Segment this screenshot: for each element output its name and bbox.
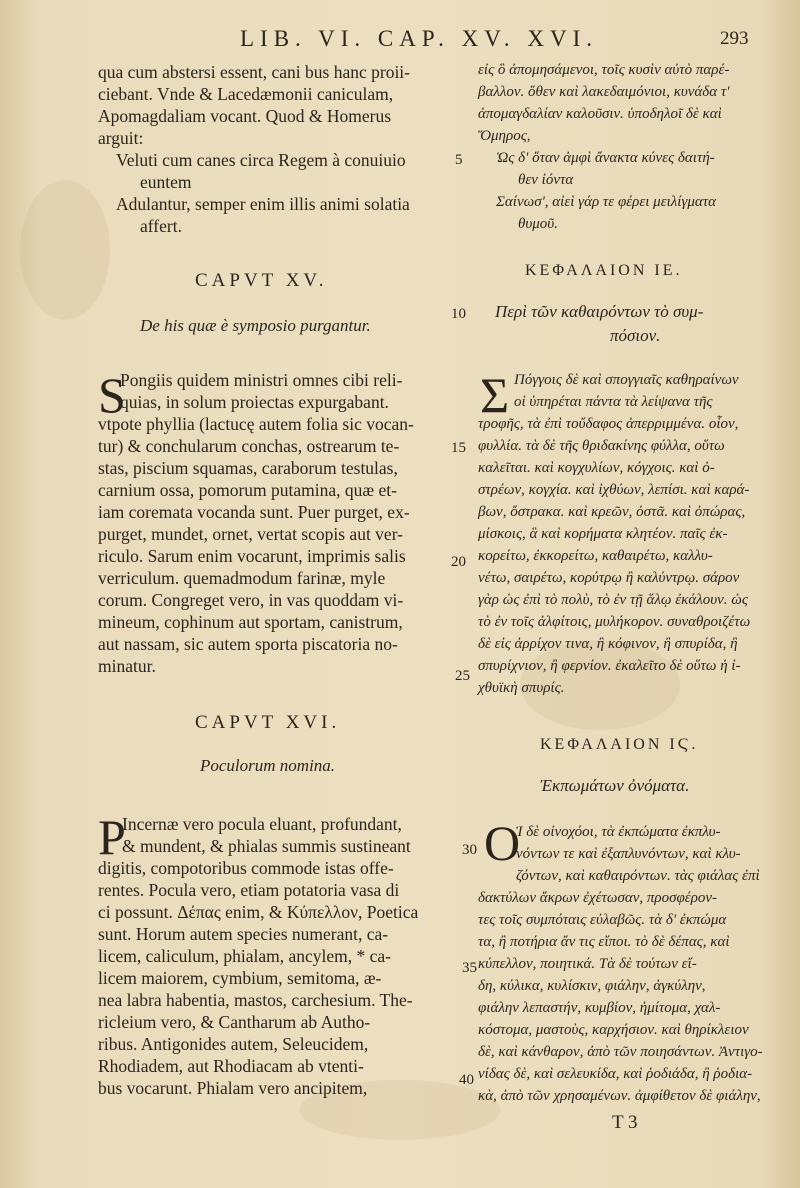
text-line: Πόγγοις δὲ καὶ σπογγιαῖς καθηραίνων <box>514 372 739 388</box>
text-line: Veluti cum canes circa Regem à conuiuio <box>116 150 406 170</box>
text-line: aut nassam, sic autem sporta piscatoria no- <box>98 634 398 654</box>
text-line: Ὅμηρος, <box>478 128 531 144</box>
text-line: qua cum abstersi essent, cani bus hanc proii- <box>98 62 410 82</box>
text-line: affert. <box>140 216 182 236</box>
text-line: riculo. Sarum enim vocarunt, imprimis salis <box>98 546 406 566</box>
line-number: 10 <box>451 306 466 322</box>
text-line: carnium ossa, pomorum putamina, quæ et- <box>98 480 397 500</box>
text-line: euntem <box>140 172 192 192</box>
text-line: bus vocarunt. Phialam vero ancipitem, <box>98 1078 368 1098</box>
text-line: τροφῆς, τὰ ἐπὶ τοὔδαφος ἀπερριμμένα. οἷον, <box>478 416 739 432</box>
text-line: purget, mundet, ornet, vertat scopis aut ver- <box>98 524 404 544</box>
text-line: vtpote phyllia (lactucę autem folia sic vocan- <box>98 414 414 434</box>
text-line: τες τοῖς συμπόταις εὐλαβῶς. τὰ δ' ἐκπώμα <box>478 912 727 928</box>
text-line: τα, ἢ ποτήρια ἄν τις εἴποι. τὸ δὲ δέπας, καὶ <box>478 934 730 950</box>
text-line: κορείτω, ἐκκορείτω, καθαιρέτω, καλλυ- <box>478 548 713 564</box>
greek-chapter-subtitle: Ἐκπωμάτων ὀνόματα. <box>540 776 690 795</box>
line-number: 25 <box>455 668 470 684</box>
text-line: stas, piscium squamas, caraborum testulas, <box>98 458 398 478</box>
text-line: verriculum. quemadmodum farinæ, myle <box>98 568 386 588</box>
text-line: στρέων, κογχία. καὶ ἰχθύων, λεπίσι. καὶ καρά- <box>478 482 750 498</box>
text-line: Adulantur, semper enim illis animi solatia <box>116 194 410 214</box>
text-line: βων, ὄστρακα. καὶ κρεῶν, ὀστᾶ. καὶ ὀπώρας, <box>478 504 746 520</box>
chapter-subtitle: De his quæ è symposio purgantur. <box>140 316 371 335</box>
text-line: βαλλον. ὅθεν καὶ λακεδαιμόνιοι, κυνάδα τ' <box>478 84 730 100</box>
text-line: Incernæ vero pocula eluant, profundant, <box>122 814 402 834</box>
line-number: 20 <box>451 554 466 570</box>
chapter-heading: CAPVT XV. <box>195 270 328 291</box>
text-line: Σαίνωσ', αἰεὶ γάρ τε φέρει μειλίγματα <box>496 194 717 210</box>
greek-chapter-heading: ΚΕΦΑΛΑΙΟΝ ΙϚ. <box>540 736 699 753</box>
text-line: minatur. <box>98 656 156 676</box>
text-line: nea labra habentia, mastos, carchesium. The- <box>98 990 413 1010</box>
text-line: Rhodiadem, aut Rhodiacam ab vtenti- <box>98 1056 364 1076</box>
line-number: 15 <box>451 440 466 456</box>
text-line: licem maiorem, cymbium, semitoma, æ- <box>98 968 382 988</box>
text-line: ἀπομαγδαλίαν καλοῦσιν. ὑποδηλοῖ δὲ καὶ <box>478 106 722 122</box>
page-stain <box>20 180 110 320</box>
drop-cap: P <box>98 809 126 865</box>
text-line: φυλλία. τὰ δὲ τῆς θριδακίνης φύλλα, οὕτω <box>478 438 725 454</box>
text-line: θεν ἰόντα <box>518 172 574 188</box>
text-line: rentes. Pocula vero, etiam potatoria vasa di <box>98 880 400 900</box>
text-line: νέτω, σαιρέτω, κορύτρῳ ἢ καλύντρῳ. σάρον <box>478 570 740 586</box>
text-line: δὲ, καὶ κάνθαρον, ἀπὸ τῶν ποιησάντων. Ἀντιγο- <box>478 1044 763 1060</box>
text-line: κὰ, ἀπὸ τῶν χρησαμένων. ἀμφίθετον δὲ φιάλην, <box>478 1088 761 1104</box>
text-line: καλεῖται. καὶ κογχυλίων, κόγχοις. καὶ ὀ- <box>478 460 715 476</box>
text-line: sunt. Horum autem species numerant, ca- <box>98 924 389 944</box>
text-line: arguit: <box>98 128 144 148</box>
chapter-subtitle: Poculorum nomina. <box>200 756 336 775</box>
text-line: mineum, cophinum aut sportam, canistrum, <box>98 612 403 632</box>
text-line: θυμοῦ. <box>518 216 558 232</box>
text-line: νόντων τε καὶ ἐξαπλυνόντων, καὶ κλυ- <box>516 846 741 862</box>
text-line: μίσκοις, ἃ καὶ κορήματα κλητέον. παῖς ἐκ- <box>478 526 728 542</box>
text-line: tur) & conchularum conchas, ostrearum te- <box>98 436 400 456</box>
greek-chapter-heading: ΚΕΦΑΛΑΙΟΝ ΙΕ. <box>525 262 683 279</box>
text-line: Ἱ δὲ οἰνοχόοι, τὰ ἐκπώματα ἐκπλυ- <box>516 824 721 840</box>
line-number: 30 <box>462 842 477 858</box>
text-line: κύπελλον, ποιητικά. Τὰ δὲ τούτων εἴ- <box>478 956 697 972</box>
text-line: εἰς ὃ ἀπομησάμενοι, τοῖς κυσὶν αὐτὸ παρέ- <box>478 62 730 78</box>
line-number: 5 <box>455 152 463 168</box>
text-line: ciebant. Vnde & Lacedæmonii caniculam, <box>98 84 394 104</box>
text-line: licem, caliculum, phialam, ancylem, * ca- <box>98 946 392 966</box>
text-line: ci possunt. Δέπας enim, & Κύπελλον, Poetica <box>98 902 419 922</box>
line-number: 35 <box>462 960 477 976</box>
text-line: τὸ ἐν τοῖς ἀλφίτοις, μυλήκορον. συναθροιζέτω <box>478 614 751 630</box>
text-line: δη, κύλικα, κυλίσκιν, φιάλην, ἀγκύλην, <box>478 978 706 994</box>
text-line: νίδας δὲ, καὶ σελευκίδα, καὶ ῥοδιάδα, ἢ ῥοδια- <box>478 1066 753 1082</box>
text-line: iam coremata vocanda sunt. Puer purget, ex- <box>98 502 410 522</box>
greek-chapter-subtitle: πόσιον. <box>610 326 661 345</box>
running-title: LIB. VI. CAP. XV. XVI. <box>240 26 598 51</box>
text-line: ribus. Antigonides autem, Seleucidem, <box>98 1034 369 1054</box>
text-line: κόστομα, μαστοὺς, καρχήσιον. καὶ θηρίκλειον <box>478 1022 749 1038</box>
greek-chapter-subtitle: Περὶ τῶν καθαιρόντων τὸ συμ- <box>495 302 704 321</box>
text-line: ricleium vero, & Cantharum ab Autho- <box>98 1012 371 1032</box>
text-line: digitis, compotoribus commode istas offe- <box>98 858 394 878</box>
text-line: corum. Congreget vero, in vas quoddam vi- <box>98 590 404 610</box>
text-line: γὰρ ὡς ἐπὶ τὸ πολὺ, τὸ ἐν τῇ ἅλῳ ἐκάλουν. ὡς <box>478 592 748 608</box>
text-line: quias, in solum proiectas expurgabant. <box>120 392 389 412</box>
greek-drop-cap: Σ <box>480 367 510 423</box>
greek-drop-cap: Ο <box>484 815 521 871</box>
text-line: φιάλην λεπαστήν, κυμβίον, ἡμίτομα, χαλ- <box>478 1000 721 1016</box>
text-line: & mundent, & phialas summis sustineant <box>122 836 411 856</box>
line-number: 40 <box>459 1072 474 1088</box>
page-number: 293 <box>720 28 749 49</box>
drop-cap: S <box>98 367 126 423</box>
text-line: ζόντων, καὶ καθαιρόντων. τὰς φιάλας ἐπὶ <box>516 868 760 884</box>
text-line: δακτύλων ἄκρων ἐχέτωσαν, προσφέρον- <box>478 890 718 906</box>
text-line: δὲ εἰς ἀρρίχον τινα, ἢ κόφινον, ἢ σπυρίδα, ἢ <box>478 636 738 652</box>
text-line: Ὡς δ' ὅταν ἀμφὶ ἄνακτα κύνες δαιτή- <box>496 150 715 166</box>
text-line: Apomagdaliam vocant. Quod & Homerus <box>98 106 392 126</box>
signature-mark: T 3 <box>612 1112 638 1133</box>
text-line: οἱ ὑπηρέται πάντα τὰ λείψανα τῆς <box>514 394 713 410</box>
text-line: Pongiis quidem ministri omnes cibi reli- <box>120 370 403 390</box>
chapter-heading: CAPVT XVI. <box>195 712 341 733</box>
text-line: χθυϊκὴ σπυρίς. <box>478 680 565 696</box>
text-line: σπυρίχνιον, ἢ φερνίον. ἐκαλεῖτο δὲ οὕτω ἡ ἰ- <box>478 658 741 674</box>
